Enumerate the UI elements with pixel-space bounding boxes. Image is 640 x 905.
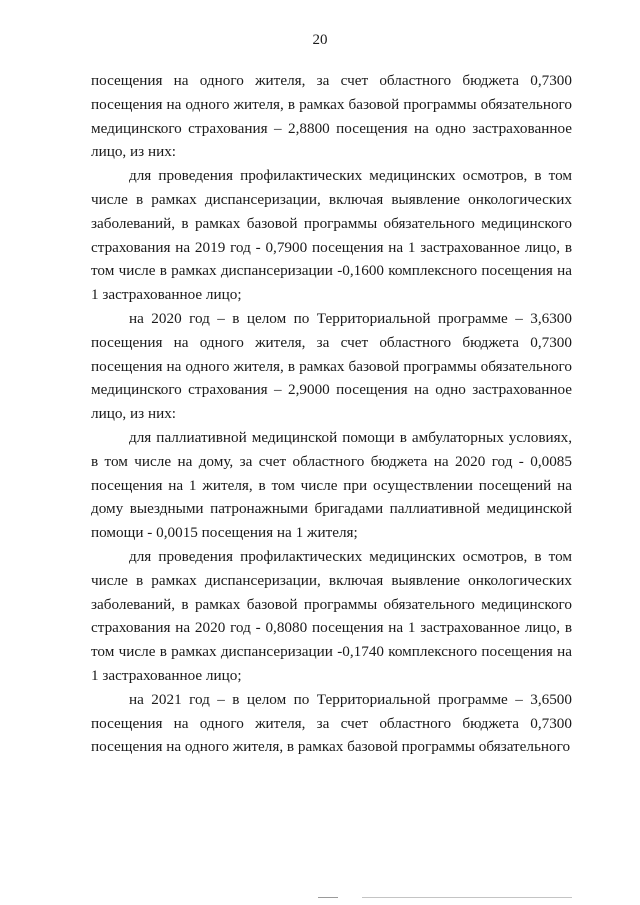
paragraph-year-2021: на 2021 год – в целом по Территориальной программе – 3,6500 посещения на одного жителя, за счет областного бюджета 0,7300 посещения на одного жителя, в рамках базовой программы обязательного (91, 690, 572, 756)
page-number: 20 (312, 32, 328, 48)
document-body (91, 69, 572, 759)
scan-edge-mark (318, 897, 338, 898)
paragraph-continuation: посещения на одного жителя, за счет областного бюджета 0,7300 посещения на одного жителя, в рамках базовой программы обязательного медицинского страхования – 2,8800 посещения на одно застрахованное лицо, из них: (91, 72, 572, 161)
paragraph-palliative-2020: для паллиативной медицинской помощи в амбулаторных условиях, в том числе на дому, за счет областного бюджета на 2020 год - 0,0085 посещения на 1 жителя, в том числе при осуществлении посещений на дому выездными патронажными бригадами паллиативной медицинской помощи - 0,0015 посещения на 1 жителя; (91, 428, 572, 542)
paragraph-preventive-2020: для проведения профилактических медицинских осмотров, в том числе в рамках диспансеризации, включая выявление онкологических заболеваний, в рамках базовой программы обязательного медицинского страхования на 2020 год - 0,8080 посещения на 1 застрахованное лицо, в том числе в рамках диспансеризации -0,1740 комплексного посещения на 1 застрахованное лицо; (91, 547, 572, 684)
paragraph-preventive-2019: для проведения профилактических медицинских осмотров, в том числе в рамках диспансеризации, включая выявление онкологических заболеваний, в рамках базовой программы обязательного медицинского страхования на 2019 год - 0,7900 посещения на 1 застрахованное лицо, в том числе в рамках диспансеризации -0,1600 комплексного посещения на 1 застрахованное лицо; (91, 167, 572, 304)
scan-edge-mark (362, 897, 572, 898)
paragraph-year-2020: на 2020 год – в целом по Территориальной программе – 3,6300 посещения на одного жителя, за счет областного бюджета 0,7300 посещения на одного жителя, в рамках базовой программы обязательного медицинского страхования – 2,9000 посещения на одно застрахованное лицо, из них: (91, 309, 572, 423)
